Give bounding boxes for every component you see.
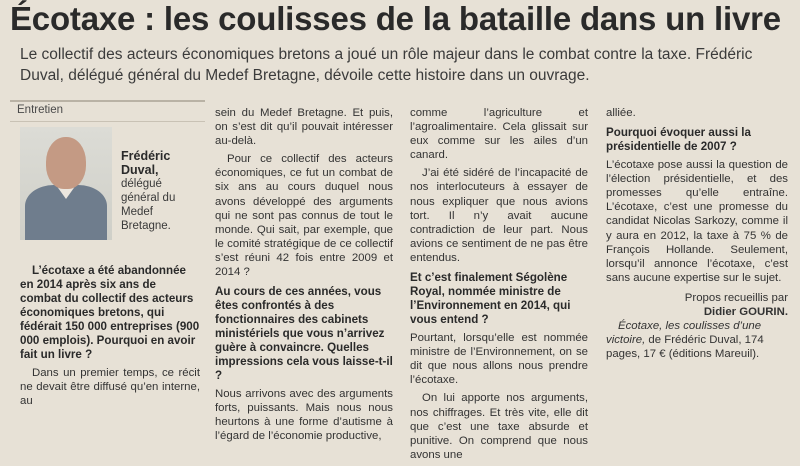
book-details: de Frédéric Duval, 174 pages, 17 € (éditions Mareuil). — [606, 334, 764, 361]
question-1: L’écotaxe a été abandonnée en 2014 après six ans de combat du collectif des acteurs économiques bretons, qui fédérait 150 000 entreprises (900 000 emplois). Pourquoi en avoir fait un livre ? — [20, 264, 200, 361]
lead-paragraph: Le collectif des acteurs économiques bretons a joué un rôle majeur dans le combat contre la taxe. Frédéric Duval, délégué général du Medef Bretagne, dévoile cette histoire dans un ouvrage. — [20, 46, 753, 84]
answer-paragraph: L’écotaxe pose aussi la question de l’élection présidentielle, et des promesses qu’elle entraîne. L’écotaxe, c’est une promesse du candidat Nicolas Sarkozy, comme il y aura en 2012, la taxe à 75 % de François Hollande. Seulement, lorsqu’il annonce l’écotaxe, c’est sans aucune expertise sur le sujet. — [606, 159, 788, 284]
answer-paragraph: alliée. — [606, 107, 636, 119]
answer-paragraph: Pour ce collectif des acteurs économiques, ce fut un combat de six ans au cours duquel nous avons développé des arguments qui ne sont pas connus de tout le monde. Qui sait, par exemple, que le comité stratégique de ce collectif s’est réuni 42 fois entre 2009 et 2014 ? — [215, 153, 393, 279]
answer-paragraph: J’ai été sidéré de l’incapacité de nos interlocuteurs à essayer de nous expliquer que nous avions tort. Il n’y avait aucune contradiction de leur part. Nous avions ce sentiment de ne pas être entendus. — [410, 167, 588, 264]
answer-paragraph: Nous arrivons avec des arguments forts, puissants. Mais nous nous heurtons à une forme d’autisme à l’égard de l’économie productive, — [215, 388, 393, 443]
answer-paragraph: sein du Medef Bretagne. Et puis, on s’est dit qu’il pouvait intéresser au-delà. — [215, 107, 393, 148]
column-2 — [215, 106, 393, 448]
photo-caption — [121, 149, 203, 233]
top-rule — [10, 100, 205, 102]
answer-paragraph: comme l’agriculture et l’agroalimentaire. Cela glissait sur eux comme sur les ailes d’un canard. — [410, 107, 588, 162]
headline: Écotaxe : les coulisses de la bataille dans un livre — [10, 0, 781, 37]
book-title: Écotaxe, les coulisses d’une victoire, — [606, 319, 762, 347]
answer-paragraph: On lui apporte nos arguments, nos chiffrages. Et très vite, elle dit que c’est une taxe absurde et punitive. On comprend que nous avons une — [410, 392, 588, 461]
column-4 — [606, 106, 788, 365]
byline-name: Didier GOURIN. — [703, 305, 788, 318]
column-3 — [410, 106, 588, 466]
portrait-photo — [20, 127, 112, 240]
question-2: Au cours de ces années, vous êtes confrontés à des fonctionnaires des cabinets ministériels que vous n’arrivez guère à convaincre. Quelles impressions cela vous laisse-t-il ? — [215, 285, 393, 383]
answer-paragraph: Pourtant, lorsqu’elle est nommée ministre de l’Environnement, on se dit que nous allons nous prendre l’écotaxe. — [410, 332, 588, 387]
question-4: Pourquoi évoquer aussi la présidentielle de 2007 ? — [606, 126, 751, 154]
answer-paragraph: Dans un premier temps, ce récit ne devait être diffusé qu’en interne, au — [20, 367, 200, 408]
section-label: Entretien — [17, 104, 64, 116]
byline — [606, 291, 788, 319]
caption-role: délégué général du Medef Bretagne. — [121, 178, 176, 232]
book-reference — [606, 319, 788, 361]
byline-label: Propos recueillis par — [684, 291, 788, 304]
column-1 — [20, 264, 200, 412]
caption-name: Frédéric Duval, — [121, 149, 171, 177]
question-3: Et c’est finalement Ségolène Royal, nommée ministre de l’Environnement en 2014, qui vous entend ? — [410, 271, 571, 327]
section-rule — [10, 121, 205, 122]
